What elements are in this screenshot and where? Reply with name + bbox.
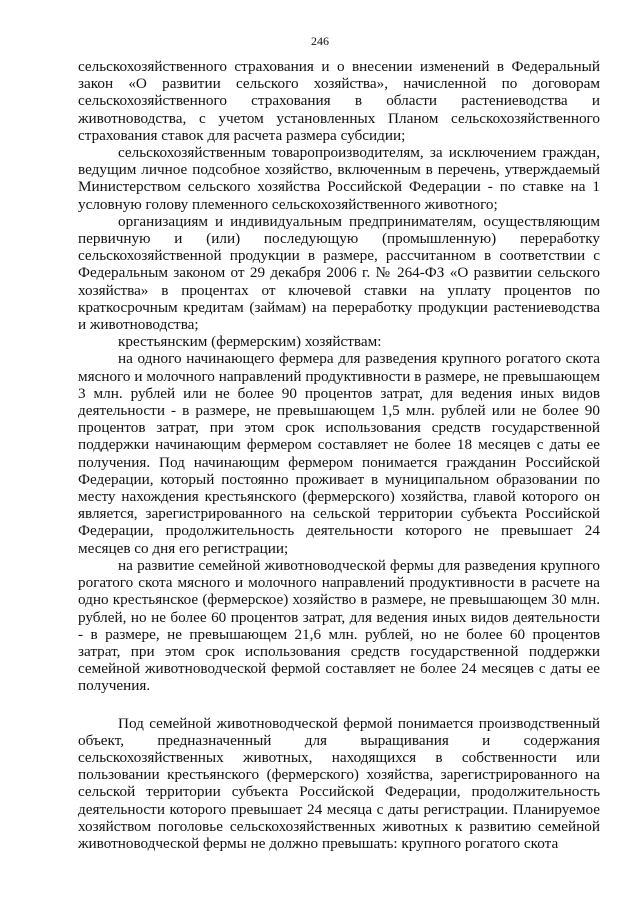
document-body (78, 58, 600, 852)
page-number: 246 (311, 34, 329, 48)
paragraph-agricultural-producers: сельскохозяйственным товаропроизводителям, за исключением граждан, ведущим личное подсобное хозяйство, включенным в перечень, утверждаемый Министерством сельского хозяйства Российской Федерации - по ставке на 1 условную голову племенного сельскохозяйственного животного; (78, 144, 600, 213)
paragraph-family-farm-definition: Под семейной животноводческой фермой понимается производственный объект, предназначенный для выращивания и содержания сельскохозяйственных животных, находящихся в собственности или пользовании крестьянского (фермерского) хозяйства, зарегистрированного на сельской территории субъекта Российской Федерации, продолжительность деятельности которого превышает 24 месяца с даты регистрации. Планируемое хозяйством поголовье сельскохозяйственных животных к развитию семейной животноводческой фермы не должно превышать: крупного рогатого скота (78, 714, 600, 852)
paragraph-processing-organizations: организациям и индивидуальным предпринимателям, осуществляющим первичную и (или) последующую (промышленную) переработку сельскохозяйственной продукции в размере, рассчитанном в соответствии с Федеральным законом от 29 декабря 2006 г. № 264-ФЗ «О развитии сельского хозяйства» в процентах от ключевой ставки на уплату процентов по краткосрочным кредитам (займам) на переработку продукции растениеводства и животноводства; (78, 212, 600, 334)
paragraph-insurance-subsidy: сельскохозяйственного страхования и о внесении изменений в Федеральный закон «О развитии сельского хозяйства», начисленной по договорам сельскохозяйственного страхования в области растениеводства и животноводства, с учетом установленных Планом сельскохозяйственного страхования ставок для расчета размера субсидии; (78, 58, 600, 144)
paragraph-family-farm-development: на развитие семейной животноводческой фермы для разведения крупного рогатого скота мясного и молочного направлений продуктивности в расчете на одно крестьянское (фермерское) хозяйство в размере, не превышающем 30 млн. рублей, но не более 60 процентов затрат, для ведения иных видов деятельности - в размере, не превышающем 21,6 млн. рублей, но не более 60 процентов затрат, при этом срок использования средств государственной поддержки семейной животноводческой фермой составляет не более 24 месяцев с даты ее получения. (78, 556, 600, 695)
paragraph-farm-households-heading: крестьянским (фермерским) хозяйствам: (118, 333, 382, 351)
paragraph-beginning-farmer: на одного начинающего фермера для разведения крупного рогатого скота мясного и молочного направлений продуктивности в размере, не превышающем 3 млн. рублей или не более 90 процентов затрат, для ведения иных видов деятельности - в размере, не превышающем 1,5 млн. рублей или не более 90 процентов затрат, при этом срок использования средств государственной поддержки начинающим фермером составляет не более 18 месяцев с даты ее получения. Под начинающим фермером понимается гражданин Российской Федерации, который постоянно проживает в муниципальном образовании по месту нахождения крестьянского (фермерского) хозяйства, главой которого он является, зарегистрированного на сельской территории субъекта Российской Федерации, продолжительность деятельности которого не превышает 24 месяцев со дня его регистрации; (78, 350, 600, 557)
